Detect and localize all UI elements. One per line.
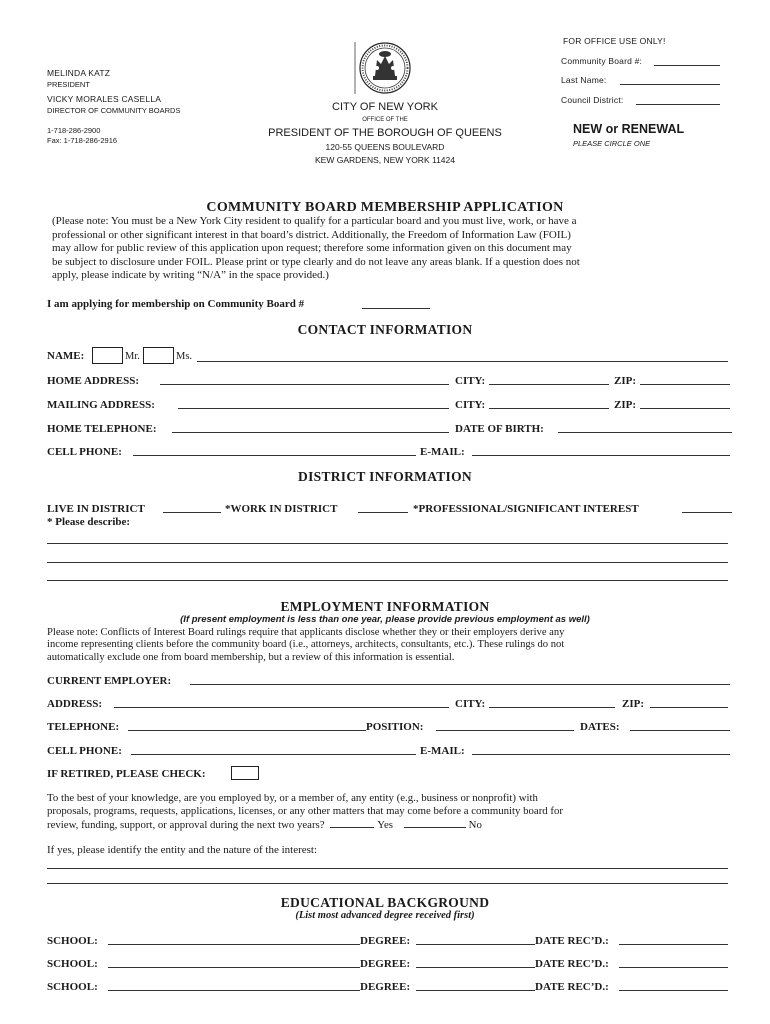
city-seal-icon	[353, 38, 415, 96]
current-employer-field[interactable]	[190, 674, 730, 685]
employer-telephone-label: TELEPHONE:	[47, 721, 120, 733]
mailing-city-field[interactable]	[489, 398, 609, 409]
employment-note	[47, 627, 737, 664]
describe-line-1[interactable]	[47, 533, 728, 544]
school-field-1[interactable]	[108, 934, 360, 945]
office-use-label: FOR OFFICE USE ONLY!	[563, 36, 666, 46]
please-circle-label: PLEASE CIRCLE ONE	[573, 139, 651, 148]
employer-cell-phone-field[interactable]	[131, 744, 416, 755]
cell-phone-label: CELL PHONE:	[47, 446, 122, 458]
work-in-district-label: *WORK IN DISTRICT	[225, 503, 338, 515]
education-subheading: (List most advanced degree received first)	[295, 910, 475, 921]
office-of-the-label: OFFICE OF THE	[362, 117, 408, 123]
address-line-1: 120-55 QUEENS BOULEVARD	[325, 142, 445, 152]
contact-heading: CONTACT INFORMATION	[297, 322, 473, 337]
position-field[interactable]	[436, 720, 574, 731]
home-telephone-label: HOME TELEPHONE:	[47, 423, 157, 435]
note-line: automatically exclude one from board membership, but a review of this information is essential.	[47, 651, 455, 663]
name-checkbox-1[interactable]	[92, 347, 123, 364]
describe-line-3[interactable]	[47, 570, 728, 581]
date-of-birth-label: DATE OF BIRTH:	[455, 423, 544, 435]
employer-address-field[interactable]	[114, 697, 449, 708]
community-board-label: Community Board #:	[561, 56, 643, 66]
mailing-address-label: MAILING ADDRESS:	[47, 399, 155, 411]
professional-interest-field[interactable]	[682, 502, 732, 513]
no-field[interactable]	[404, 819, 466, 828]
date-received-field-2[interactable]	[619, 957, 728, 968]
question-line-last	[47, 819, 747, 832]
board-number-field[interactable]	[362, 298, 430, 309]
date-received-label-3: DATE REC’D.:	[535, 981, 609, 993]
degree-field-1[interactable]	[416, 934, 535, 945]
if-yes-line-1[interactable]	[47, 858, 728, 869]
employment-subheading: (If present employment is less than one year, please provide previous employment as well)	[180, 614, 590, 625]
please-describe-label: * Please describe:	[47, 516, 131, 528]
home-address-field[interactable]	[160, 374, 449, 385]
dates-field[interactable]	[630, 720, 730, 731]
degree-label-1: DEGREE:	[360, 935, 411, 947]
degree-field-2[interactable]	[416, 957, 535, 968]
intro-line: apply, please indicate by writing “N/A” in the space provided.)	[52, 269, 329, 282]
yes-field[interactable]	[330, 819, 374, 828]
home-city-field[interactable]	[489, 374, 609, 385]
home-city-label: CITY:	[455, 375, 486, 387]
education-heading: EDUCATIONAL BACKGROUND	[280, 895, 490, 910]
intro-line: professional or other significant interest in that board’s district. Additionally, the Freedom of Information Law (FOIL)	[52, 228, 571, 241]
if-yes-label: If yes, please identify the entity and the nature of the interest:	[47, 844, 318, 856]
mailing-address-field[interactable]	[178, 398, 449, 409]
if-yes-line-2[interactable]	[47, 873, 728, 884]
home-zip-field[interactable]	[640, 374, 730, 385]
president-name: MELINDA KATZ	[47, 68, 111, 78]
new-renewal-label[interactable]: NEW or RENEWAL	[573, 122, 685, 136]
employer-zip-label: ZIP:	[622, 698, 644, 710]
last-name-label: Last Name:	[561, 75, 607, 85]
president-title: PRESIDENT	[47, 80, 90, 89]
degree-label-3: DEGREE:	[360, 981, 411, 993]
email-label: E-MAIL:	[420, 446, 465, 458]
address-line-2: KEW GARDENS, NEW YORK 11424	[315, 155, 455, 165]
email-field[interactable]	[472, 445, 730, 456]
employer-cell-phone-label: CELL PHONE:	[47, 745, 122, 757]
describe-line-2[interactable]	[47, 552, 728, 563]
intro-line: may allow for public review of this application upon request; therefore some information given on this document may	[52, 242, 572, 255]
current-employer-label: CURRENT EMPLOYER:	[47, 675, 172, 687]
city-name: CITY OF NEW YORK	[332, 101, 438, 113]
date-of-birth-field[interactable]	[558, 422, 732, 433]
form-title: COMMUNITY BOARD MEMBERSHIP APPLICATION	[206, 200, 564, 215]
home-zip-label: ZIP:	[614, 375, 636, 387]
office-last-name-field[interactable]	[620, 74, 720, 85]
fax-number: Fax: 1-718-286-2916	[47, 136, 118, 145]
school-label-2: SCHOOL:	[47, 958, 98, 970]
question-last-text: review, funding, support, or approval during the next two years?	[47, 818, 325, 831]
position-label: POSITION:	[366, 721, 424, 733]
employer-city-field[interactable]	[489, 697, 615, 708]
live-in-district-field[interactable]	[163, 502, 221, 513]
work-in-district-field[interactable]	[358, 502, 408, 513]
name-label: NAME:	[47, 350, 85, 362]
intro-paragraph	[52, 215, 732, 283]
office-community-board-field[interactable]	[654, 55, 720, 66]
office-council-district-field[interactable]	[636, 94, 720, 105]
mr-checkbox[interactable]	[143, 347, 174, 364]
employer-email-field[interactable]	[472, 744, 730, 755]
school-field-2[interactable]	[108, 957, 360, 968]
note-line: Please note: Conflicts of Interest Board rulings require that applicants disclose whether they or their employers derive any	[47, 627, 565, 638]
home-telephone-field[interactable]	[172, 422, 449, 433]
question-line: To the best of your knowledge, are you employed by, or a member of, any entity (e.g., business or nonprofit) with	[47, 792, 538, 804]
council-district-label: Council District:	[561, 95, 624, 105]
school-label-1: SCHOOL:	[47, 935, 98, 947]
date-received-label-1: DATE REC’D.:	[535, 935, 609, 947]
yes-label: Yes	[377, 818, 393, 831]
employer-zip-field[interactable]	[650, 697, 728, 708]
date-received-label-2: DATE REC’D.:	[535, 958, 609, 970]
ms-label: Ms.	[176, 351, 193, 362]
mailing-zip-label: ZIP:	[614, 399, 636, 411]
district-heading: DISTRICT INFORMATION	[298, 469, 472, 484]
intro-line: be subject to disclosure under FOIL. Please print or type clearly and do not leave any areas blank. If a question does not	[52, 255, 580, 268]
employer-city-label: CITY:	[455, 698, 486, 710]
note-line: income representing clients before the community board (i.e., attorneys, architects, consultants, etc.). These rulings do not	[47, 639, 565, 651]
degree-field-3[interactable]	[416, 980, 535, 991]
professional-interest-label: *PROFESSIONAL/SIGNIFICANT INTEREST	[413, 503, 639, 515]
home-address-label: HOME ADDRESS:	[47, 375, 139, 387]
borough-office-title: PRESIDENT OF THE BOROUGH OF QUEENS	[268, 127, 502, 139]
phone-number: 1-718-286-2900	[47, 126, 101, 135]
employer-email-label: E-MAIL:	[420, 745, 465, 757]
degree-label-2: DEGREE:	[360, 958, 411, 970]
director-title: DIRECTOR OF COMMUNITY BOARDS	[47, 106, 181, 115]
no-label: No	[468, 818, 482, 831]
date-received-field-3[interactable]	[619, 980, 728, 991]
school-field-3[interactable]	[108, 980, 360, 991]
employment-heading: EMPLOYMENT INFORMATION	[280, 599, 490, 614]
name-field[interactable]	[197, 351, 728, 362]
conflict-question	[47, 792, 747, 832]
retired-label: IF RETIRED, PLEASE CHECK:	[47, 768, 206, 780]
director-name: VICKY MORALES CASELLA	[47, 94, 162, 104]
mailing-zip-field[interactable]	[640, 398, 730, 409]
live-in-district-label: LIVE IN DISTRICT	[47, 503, 145, 515]
retired-checkbox[interactable]	[231, 766, 259, 780]
mr-label: Mr.	[125, 351, 140, 362]
dates-label: DATES:	[580, 721, 620, 733]
mailing-city-label: CITY:	[455, 399, 486, 411]
applying-label: I am applying for membership on Community Board #	[47, 298, 305, 310]
cell-phone-field[interactable]	[133, 445, 416, 456]
school-label-3: SCHOOL:	[47, 981, 98, 993]
intro-line: (Please note: You must be a New York City resident to qualify for a particular board and you must live, work, or have a	[52, 215, 577, 227]
employer-address-label: ADDRESS:	[47, 698, 103, 710]
question-line: proposals, programs, requests, applications, licenses, or any other matters that may come before a community board for	[47, 805, 563, 818]
date-received-field-1[interactable]	[619, 934, 728, 945]
employer-telephone-field[interactable]	[128, 720, 366, 731]
